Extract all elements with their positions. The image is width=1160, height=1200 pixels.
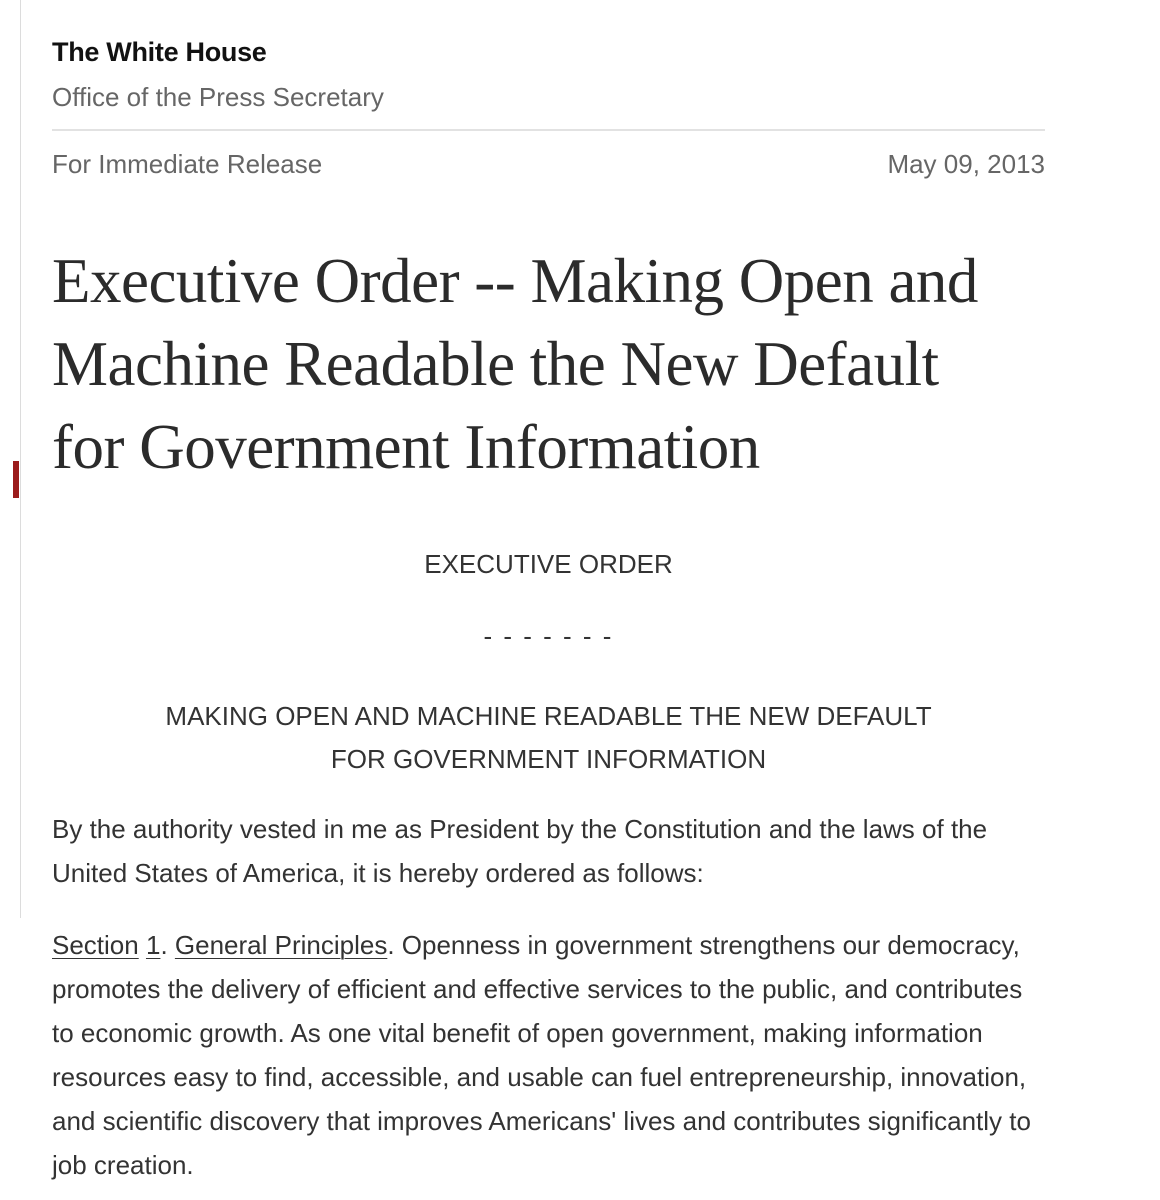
- section-number: 1: [145, 930, 161, 960]
- order-heading-line-1: MAKING OPEN AND MACHINE READABLE THE NEW DEFAULT: [165, 701, 932, 731]
- section-1-paragraph: Section 1. General Principles. Openness in government strengthens our democracy, promotes the delivery of efficient and effective services to the public, and contributes to economic growth. As one vital benefit of open government, making information resources easy to find, accessible, and usable can fuel entrepreneurship, innovation, and scientific discovery that improves Americans' lives and contributes significantly to job creation.: [52, 930, 1031, 1180]
- executive-order-label: EXECUTIVE ORDER: [424, 549, 673, 579]
- title-line-3: for Government Information: [52, 412, 760, 482]
- release-date: May 09, 2013: [887, 149, 1045, 179]
- section-word: Section: [52, 930, 139, 960]
- section-text: . Openness in government strengthens our democracy, promotes the delivery of efficient and effective services to the public, and contributes to economic growth. As one vital benefit of open government, making information resources easy to find, accessible, and usable can fuel entrepreneurship, innovation, and scientific discovery that improves Americans' lives and contributes significantly to job creation.: [52, 930, 1031, 1180]
- page-title: [52, 240, 1052, 489]
- separator-dashes: - - - - - - -: [483, 621, 614, 651]
- reading-position-marker: [13, 461, 19, 498]
- left-border-rule: [20, 0, 21, 918]
- title-line-2: Machine Readable the New Default: [52, 329, 939, 399]
- order-heading-line-2: FOR GOVERNMENT INFORMATION: [330, 744, 767, 774]
- intro-paragraph: By the authority vested in me as President by the Constitution and the laws of the United States of America, it is hereby ordered as follows:: [52, 814, 988, 888]
- header-divider: [52, 129, 1045, 131]
- office-name: Office of the Press Secretary: [52, 82, 384, 112]
- organization-name: The White House: [52, 37, 267, 67]
- order-heading: [52, 695, 1045, 781]
- title-line-1: Executive Order -- Making Open and: [52, 246, 978, 316]
- release-label: For Immediate Release: [52, 149, 323, 179]
- section-heading: General Principles: [174, 930, 388, 960]
